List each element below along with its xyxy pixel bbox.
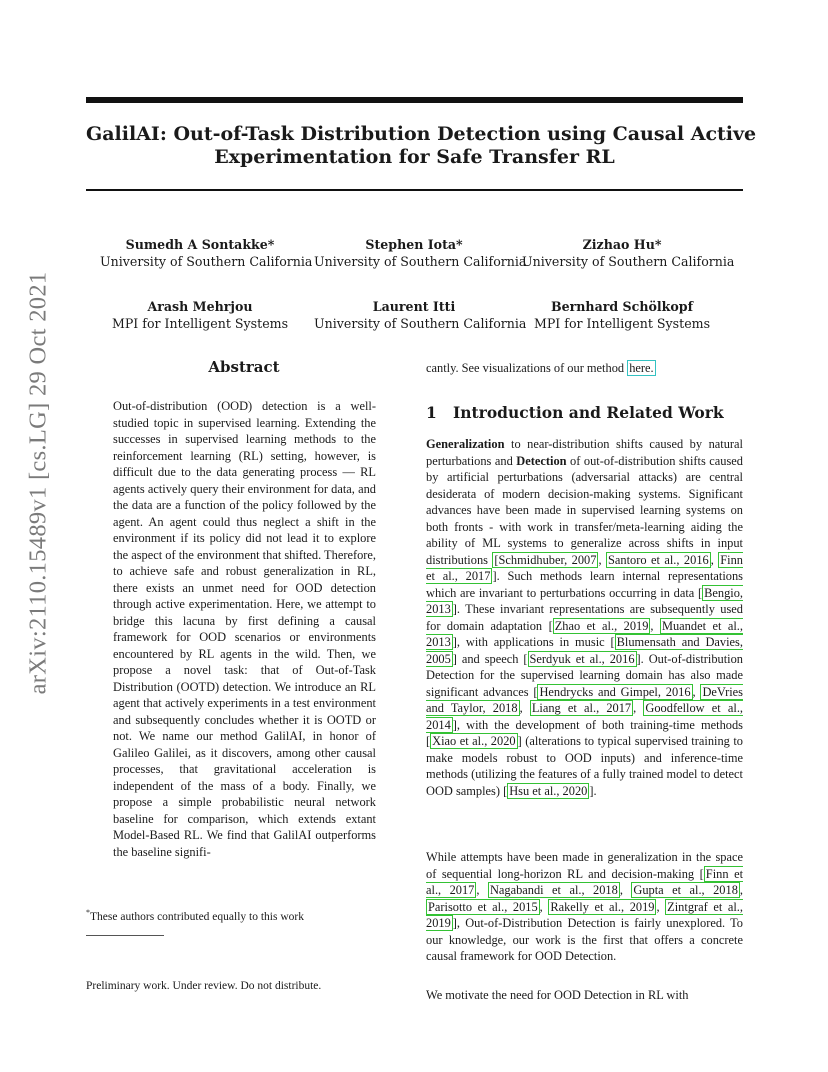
intro-paragraph-1 <box>426 436 743 799</box>
text-run: , <box>598 552 606 567</box>
citation-link[interactable]: DeVries and Taylor, 2018 <box>426 684 743 715</box>
arxiv-stamp <box>20 271 56 694</box>
author-block-4 <box>100 298 300 332</box>
citation-link[interactable]: Santoro et al., 2016 <box>607 552 709 567</box>
author-name: Laurent Itti <box>372 299 456 314</box>
citation-link[interactable]: Blumensath and Davies, 2005 <box>426 635 743 666</box>
citation-link[interactable]: Xiao et al., 2020 <box>432 734 516 748</box>
text-run: , <box>633 701 644 715</box>
author-affiliation: University of Southern California <box>522 254 735 269</box>
abstract-continuation <box>426 360 743 377</box>
author-block-6 <box>522 298 722 332</box>
text-run: ], Out-of-Distribution Detection is fairly unexplored. To our knowledge, our work is the first that offers a concrete causal framework for OOD Detection. <box>426 916 743 963</box>
citation-link[interactable]: Nagabandi et al., 2018 <box>489 883 618 897</box>
abstract-heading: Abstract <box>208 358 280 376</box>
footnote-text: These authors contributed equally to this work <box>90 910 304 923</box>
text-run: ], with the development of both training-time methods [ <box>426 717 743 748</box>
footnote-mark: * <box>86 908 90 917</box>
author-block-5 <box>314 298 527 332</box>
citation-link[interactable]: Bengio, 2013 <box>426 585 743 616</box>
text-run: ]. Out-of-distribution Detection for the supervised learning domain has also made significant advances [ <box>426 651 744 699</box>
footnote <box>86 908 304 923</box>
text-run: to near-distribution shifts caused by natural perturbations and <box>426 437 743 468</box>
author-affiliation: University of Southern California <box>100 254 313 269</box>
text-run: of out-of-distribution shifts caused by artificial perturbations (adversarial attacks) are central desiderata of modern decision-making systems. Significant advances have been made in supervised learning systems on both fronts - with work in transfer/meta-learning aiding the ability of ML systems to generalize across shifts in input distributions <box>426 453 743 567</box>
citation-link[interactable]: Zhao et al., 2019 <box>554 618 649 633</box>
author-block-3 <box>522 236 735 270</box>
text-run: , <box>619 883 632 897</box>
citation-link[interactable]: Muandet et al., 2013 <box>426 618 744 649</box>
abstract-body: Out-of-distribution (OOD) detection is a well-studied topic in supervised learning. Extending the successes in supervised learning methods to the reinforcement learning (RL) setting, however, is difficult due to the data generating process — RL agents actively query their environment for data, and the data are a function of the policy followed by the agent. An agent could thus neglect a shift in the environment if its policy did not lead it to explore the aspect of the environment that shifted. Therefore, to achieve safe and robust generalization in RL, there exists an unmet need for OOD detection through active experimentation. Here, we attempt to bridge this lacuna by first defining a causal framework for OOD scenarios or environments encountered by RL agents in the wild. Then, we propose a novel task: that of Out-of-Task Distribution (OOTD) detection. We introduce an RL agent that actively experiments in a test environment and subsequently concludes whether it is OOTD or not. We name our method GalilAI, in honor of Galileo Galilei, as it discovers, among other causal processes, that gravitational acceleration is independent of the mass of a body. Finally, we propose a simple probabilistic neural network baseline for comparison, which extends extant Model-Based RL. We find that GalilAI outperforms the baseline signifi- <box>113 399 376 859</box>
author-name: Sumedh A Sontakke* <box>125 237 275 252</box>
text-run: ] (alterations to typical supervised training to make models robust to OOD inputs) and inference-time methods (utilizing the features of a fully trained model to detect OOD samples) [ <box>426 734 743 798</box>
text-run: , <box>656 899 666 914</box>
text-run: ]. <box>589 783 597 798</box>
author-affiliation: MPI for Intelligent Systems <box>533 316 711 331</box>
paper-title <box>86 123 757 169</box>
citation-link[interactable]: Goodfellow et al., 2014 <box>426 701 744 732</box>
author-name: Zizhao Hu* <box>582 237 662 252</box>
term-generalization: Generalization <box>426 437 505 451</box>
author-affiliation: MPI for Intelligent Systems <box>111 316 289 331</box>
citation-link[interactable]: Hendrycks and Gimpel, 2016 <box>539 684 691 699</box>
text-run: , <box>692 684 701 699</box>
citation-link[interactable]: Hsu et al., 2020 <box>509 783 588 798</box>
text-run: , <box>539 899 549 914</box>
footnote-rule <box>86 935 164 936</box>
citation-link[interactable]: Zintgraf et al., 2019 <box>426 899 744 930</box>
text-run: , <box>519 701 530 715</box>
author-name: Stephen Iota* <box>365 237 463 252</box>
author-name: Arash Mehrjou <box>147 299 253 314</box>
title-line-1: GalilAI: Out-of-Task Distribution Detection using Causal Active <box>86 123 757 145</box>
abstract-continuation-text: cantly. See visualizations of our method <box>426 361 625 375</box>
citation-link[interactable]: Serdyuk et al., 2016 <box>529 651 635 666</box>
citation-link[interactable]: Parisotto et al., 2015 <box>428 899 538 914</box>
citation-link[interactable]: Rakelly et al., 2019 <box>550 899 655 914</box>
visualization-link[interactable]: here. <box>629 361 654 375</box>
text-run: ] and speech [ <box>452 651 528 666</box>
author-affiliation: University of Southern California <box>314 254 527 269</box>
author-block-2 <box>314 236 527 270</box>
citation-link[interactable]: Finn et al., 2017 <box>426 552 743 583</box>
author-name: Bernhard Schölkopf <box>550 299 694 314</box>
section-title: Introduction and Related Work <box>453 403 724 422</box>
term-detection: Detection <box>516 453 567 468</box>
section-heading <box>426 403 724 422</box>
intro-paragraph-3: We motivate the need for OOD Detection in RL with <box>426 988 689 1002</box>
title-top-rule <box>86 97 743 103</box>
preliminary-notice: Preliminary work. Under review. Do not distribute. <box>86 980 322 992</box>
author-block-1 <box>100 236 313 270</box>
text-run: ], with applications in music [ <box>452 635 615 649</box>
citation-link[interactable]: [Schmidhuber, 2007 <box>494 552 597 567</box>
text-run: , <box>650 618 660 633</box>
arxiv-stamp-text: arXiv:2110.15489v1 [cs.LG] 29 Oct 2021 <box>24 271 51 694</box>
title-bottom-rule <box>86 189 743 191</box>
text-run: ]. Such methods learn internal representations which are invariant to perturbations occurring in data [ <box>426 569 744 600</box>
text-run: , <box>476 883 488 897</box>
citation-link[interactable]: Finn et al., 2017 <box>426 866 744 897</box>
text-run: While attempts have been made in generalization in the space of sequential long-horizon RL and decision-making [ <box>426 850 743 881</box>
text-run: , <box>710 552 719 567</box>
citation-link[interactable]: Gupta et al., 2018 <box>633 883 738 897</box>
text-run: ]. These invariant representations are subsequently used for domain adaptation [ <box>426 602 743 633</box>
author-affiliation: University of Southern California <box>314 316 527 331</box>
section-number: 1 <box>426 403 437 422</box>
intro-paragraph-2 <box>426 849 743 965</box>
text-run: , <box>739 883 743 897</box>
title-line-2: Experimentation for Safe Transfer RL <box>214 146 615 168</box>
citation-link[interactable]: Liang et al., 2017 <box>531 701 632 715</box>
